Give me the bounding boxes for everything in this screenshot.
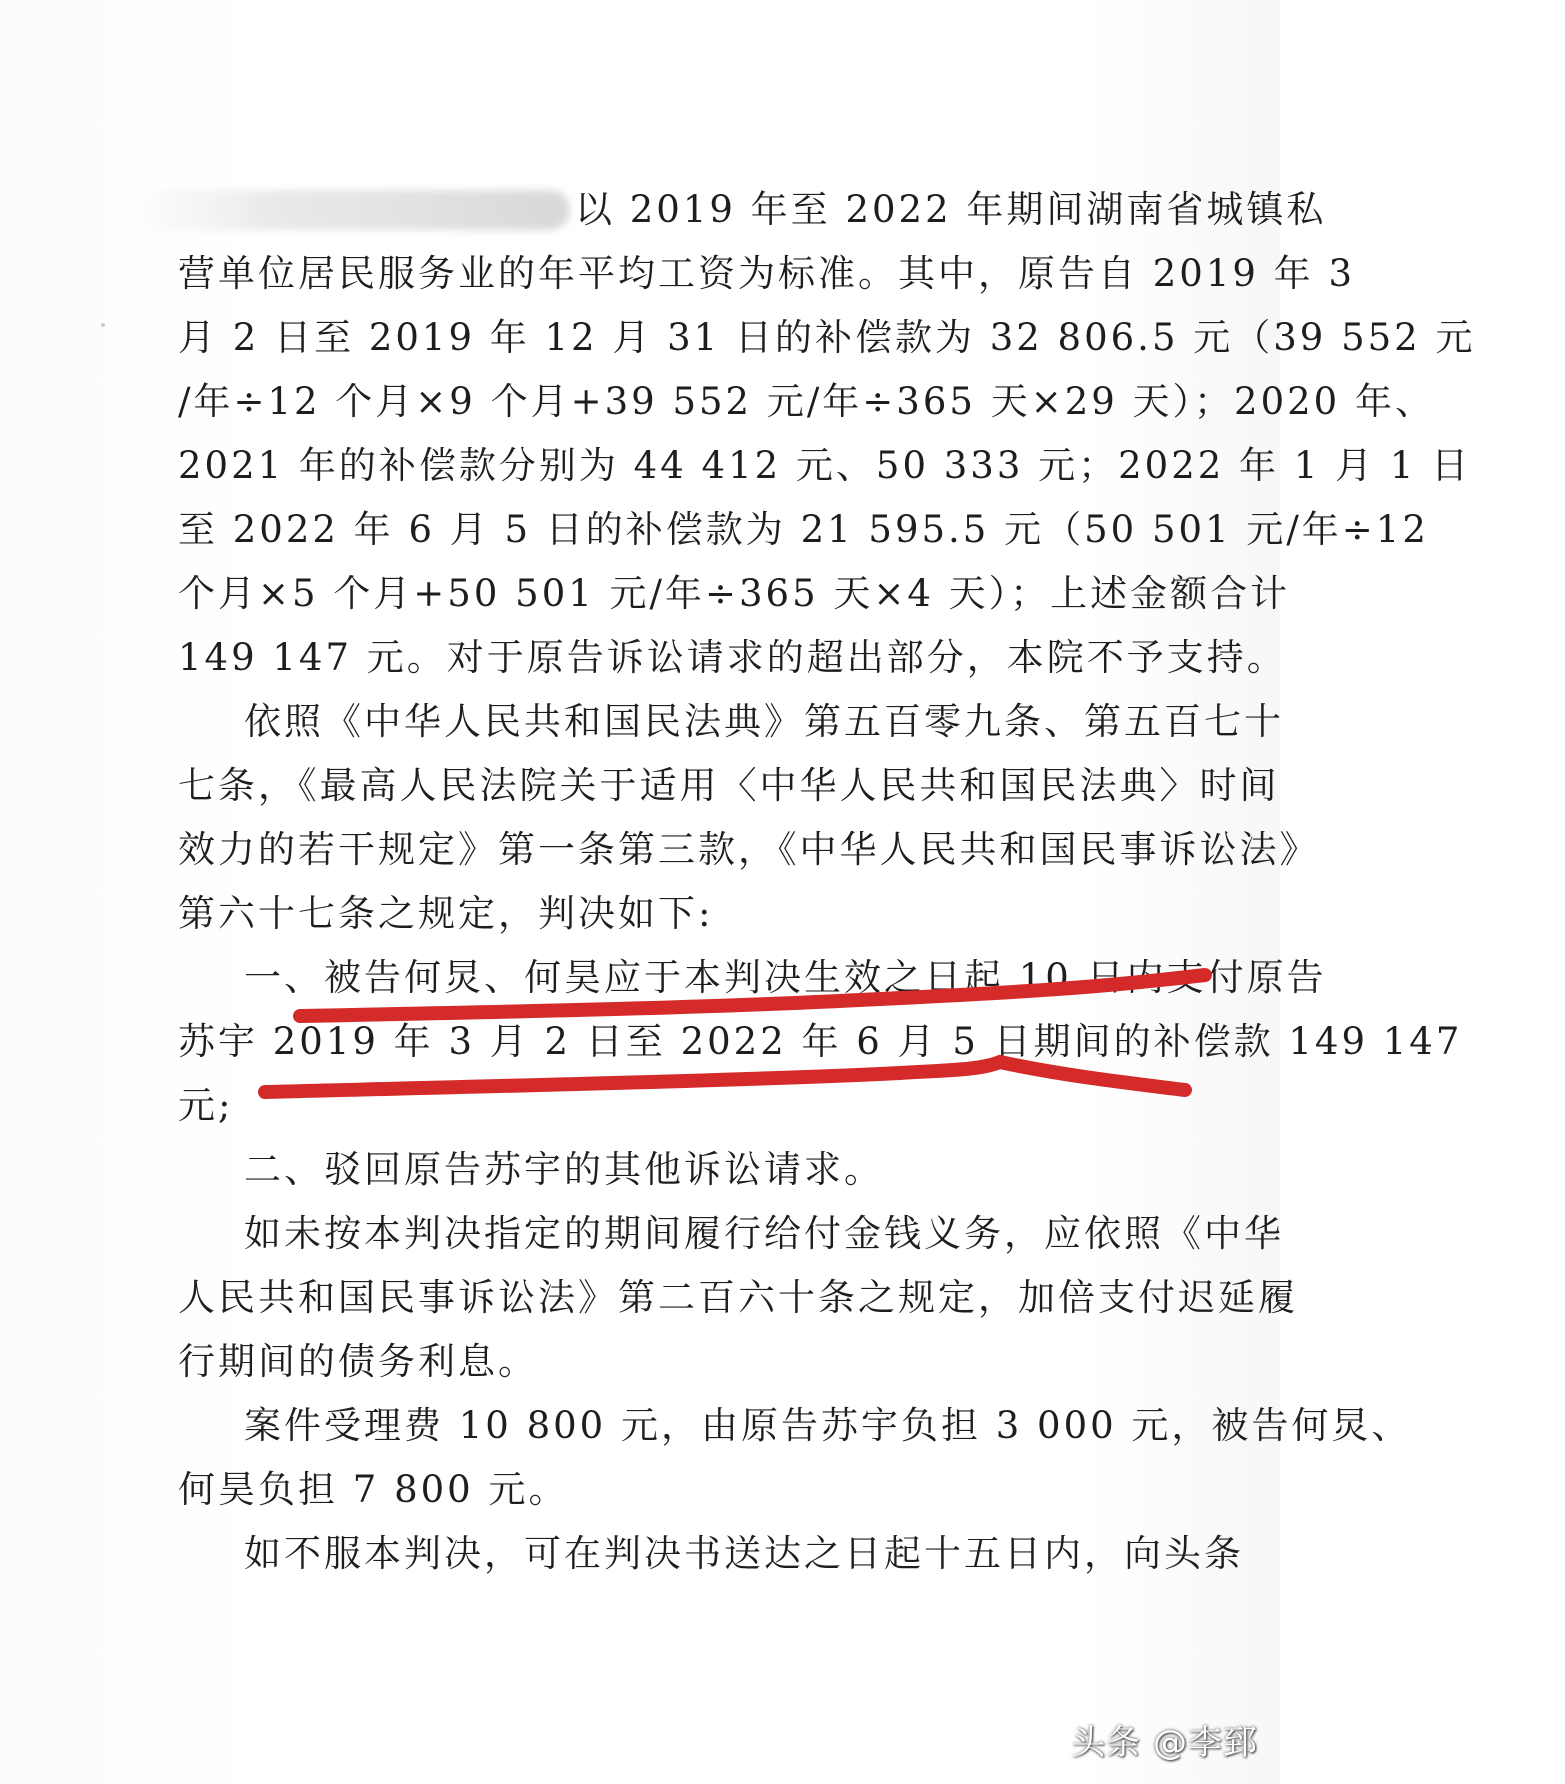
text-line-1: 以 2019 年至 2022 年期间湖南省城镇私: [575, 188, 1327, 231]
text-line-20: 案件受理费 10 800 元，由原告苏宇负担 3 000 元，被告何炅、: [244, 1404, 1412, 1447]
text-line-21: 何昊负担 7 800 元。: [178, 1468, 569, 1511]
text-line-3: 月 2 日至 2019 年 12 月 31 日的补偿款为 32 806.5 元（39 552 元: [178, 316, 1476, 359]
speck: [101, 323, 105, 327]
text-line-9: 依照《中华人民共和国民法典》第五百零九条、第五百七十: [244, 700, 1284, 743]
text-line-5: 2021 年的补偿款分别为 44 412 元、50 333 元；2022 年 1 月 1 日: [178, 444, 1472, 487]
text-line-15: 元;: [178, 1084, 234, 1127]
text-line-14: 苏宇 2019 年 3 月 2 日至 2022 年 6 月 5 日期间的补偿款 149 147: [178, 1020, 1463, 1063]
text-line-2: 营单位居民服务业的年平均工资为标准。其中，原告自 2019 年 3: [178, 252, 1355, 295]
text-line-7: 个月×5 个月+50 501 元/年÷365 天×4 天）；上述金额合计: [178, 572, 1291, 615]
text-line-8: 149 147 元。对于原告诉讼请求的超出部分，本院不予支持。: [178, 636, 1287, 679]
text-line-18: 人民共和国民事诉讼法》第二百六十条之规定，加倍支付迟延履: [178, 1276, 1298, 1319]
text-line-16: 二、驳回原告苏宇的其他诉讼请求。: [244, 1148, 884, 1191]
text-line-10: 七条，《最高人民法院关于适用〈中华人民共和国民法典〉时间: [178, 764, 1280, 807]
redacted-region: [140, 190, 570, 230]
text-line-22: 如不服本判决，可在判决书送达之日起十五日内，向头条: [244, 1532, 1244, 1575]
text-line-13: 一、被告何炅、何昊应于本判决生效之日起 10 日内支付原告: [244, 956, 1327, 999]
text-line-19: 行期间的债务利息。: [178, 1340, 538, 1383]
text-line-12: 第六十七条之规定，判决如下:: [178, 892, 714, 935]
text-line-4: /年÷12 个月×9 个月+39 552 元/年÷365 天×29 天）；2020 年、: [178, 380, 1435, 423]
text-line-17: 如未按本判决指定的期间履行给付金钱义务，应依照《中华: [244, 1212, 1284, 1255]
text-line-6: 至 2022 年 6 月 5 日的补偿款为 21 595.5 元（50 501 元/年÷12: [178, 508, 1429, 551]
watermark: 头条 @李郅: [1071, 1723, 1258, 1763]
text-line-11: 效力的若干规定》第一条第三款，《中华人民共和国民事诉讼法》: [178, 828, 1320, 871]
